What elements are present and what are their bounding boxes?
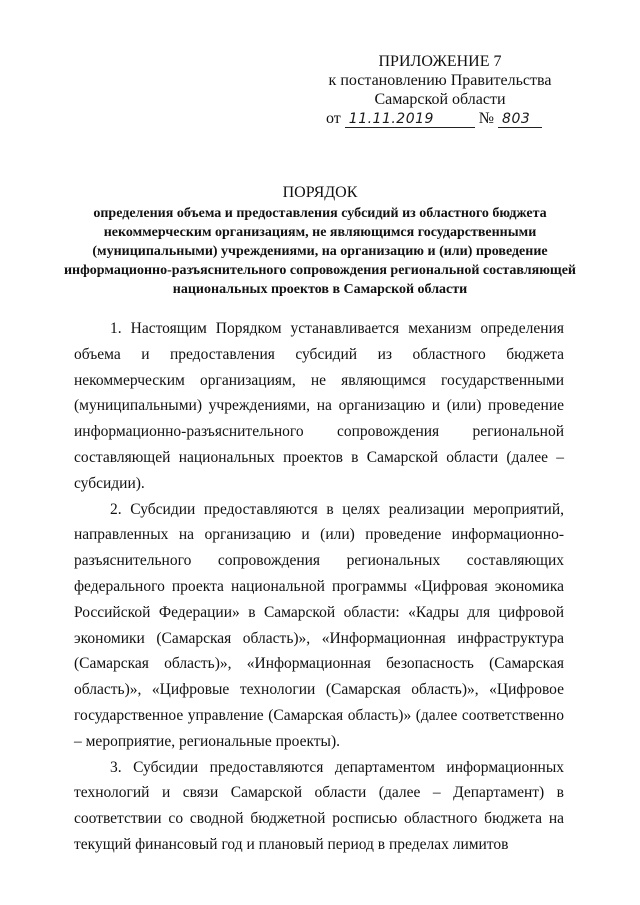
document-heading: ПОРЯДОК <box>282 184 358 201</box>
appendix-title: ПРИЛОЖЕНИЕ 7 <box>378 53 502 70</box>
document-title-block <box>60 182 580 299</box>
document-subtitle: определения объема и предоставления субсидий из областного бюджета некоммерческим организациям, не являющимся государственными (муниципальными) учреждениями, на организацию и (или) проведение информационно-разъяснительного сопровождения региональной составляющей национальных проектов в Самарской области <box>63 206 576 297</box>
appendix-region-line: Самарской области <box>374 91 506 108</box>
from-label: от <box>326 110 341 127</box>
handwritten-date: 11.11.2019 <box>345 111 475 128</box>
document-body <box>74 316 564 858</box>
handwritten-number: 803 <box>498 111 542 128</box>
number-label: № <box>478 110 495 127</box>
appendix-header <box>320 52 560 128</box>
paragraph-3: 3. Субсидии предоставляются департаментом информационных технологий и связи Самарской области (далее – Департамент) в соответствии со сводной бюджетной росписью областного бюджета на текущий финансовый год и плановый период в пределах лимитов <box>74 758 564 853</box>
appendix-resolution-line: к постановлению Правительства <box>328 72 552 89</box>
appendix-date-line <box>320 109 560 128</box>
paragraph-2: 2. Субсидии предоставляются в целях реализации мероприятий, направленных на организацию и (или) проведение информационно-разъяснительного сопровождения региональных составляющих федерального проекта национальной программы «Цифровая экономика Российской Федерации» в Самарской области: «Кадры для цифровой экономики (Самарская область)», «Информационная инфраструктура (Самарская область)», «Информационная безопасность (Самарская область)», «Цифровые технологии (Самарская область)», «Цифровое государственное управление (Самарская область)» (далее соответственно – мероприятие, региональные проекты). <box>74 500 564 750</box>
paragraph-1: 1. Настоящим Порядком устанавливается механизм определения объема и предоставления субсидий из областного бюджета некоммерческим организациям, не являющимся государственными (муниципальными) учреждениями, на организацию и (или) проведение информационно-разъяснительного сопровождения региональной составляющей национальных проектов в Самарской области (далее – субсидии). <box>74 320 564 492</box>
